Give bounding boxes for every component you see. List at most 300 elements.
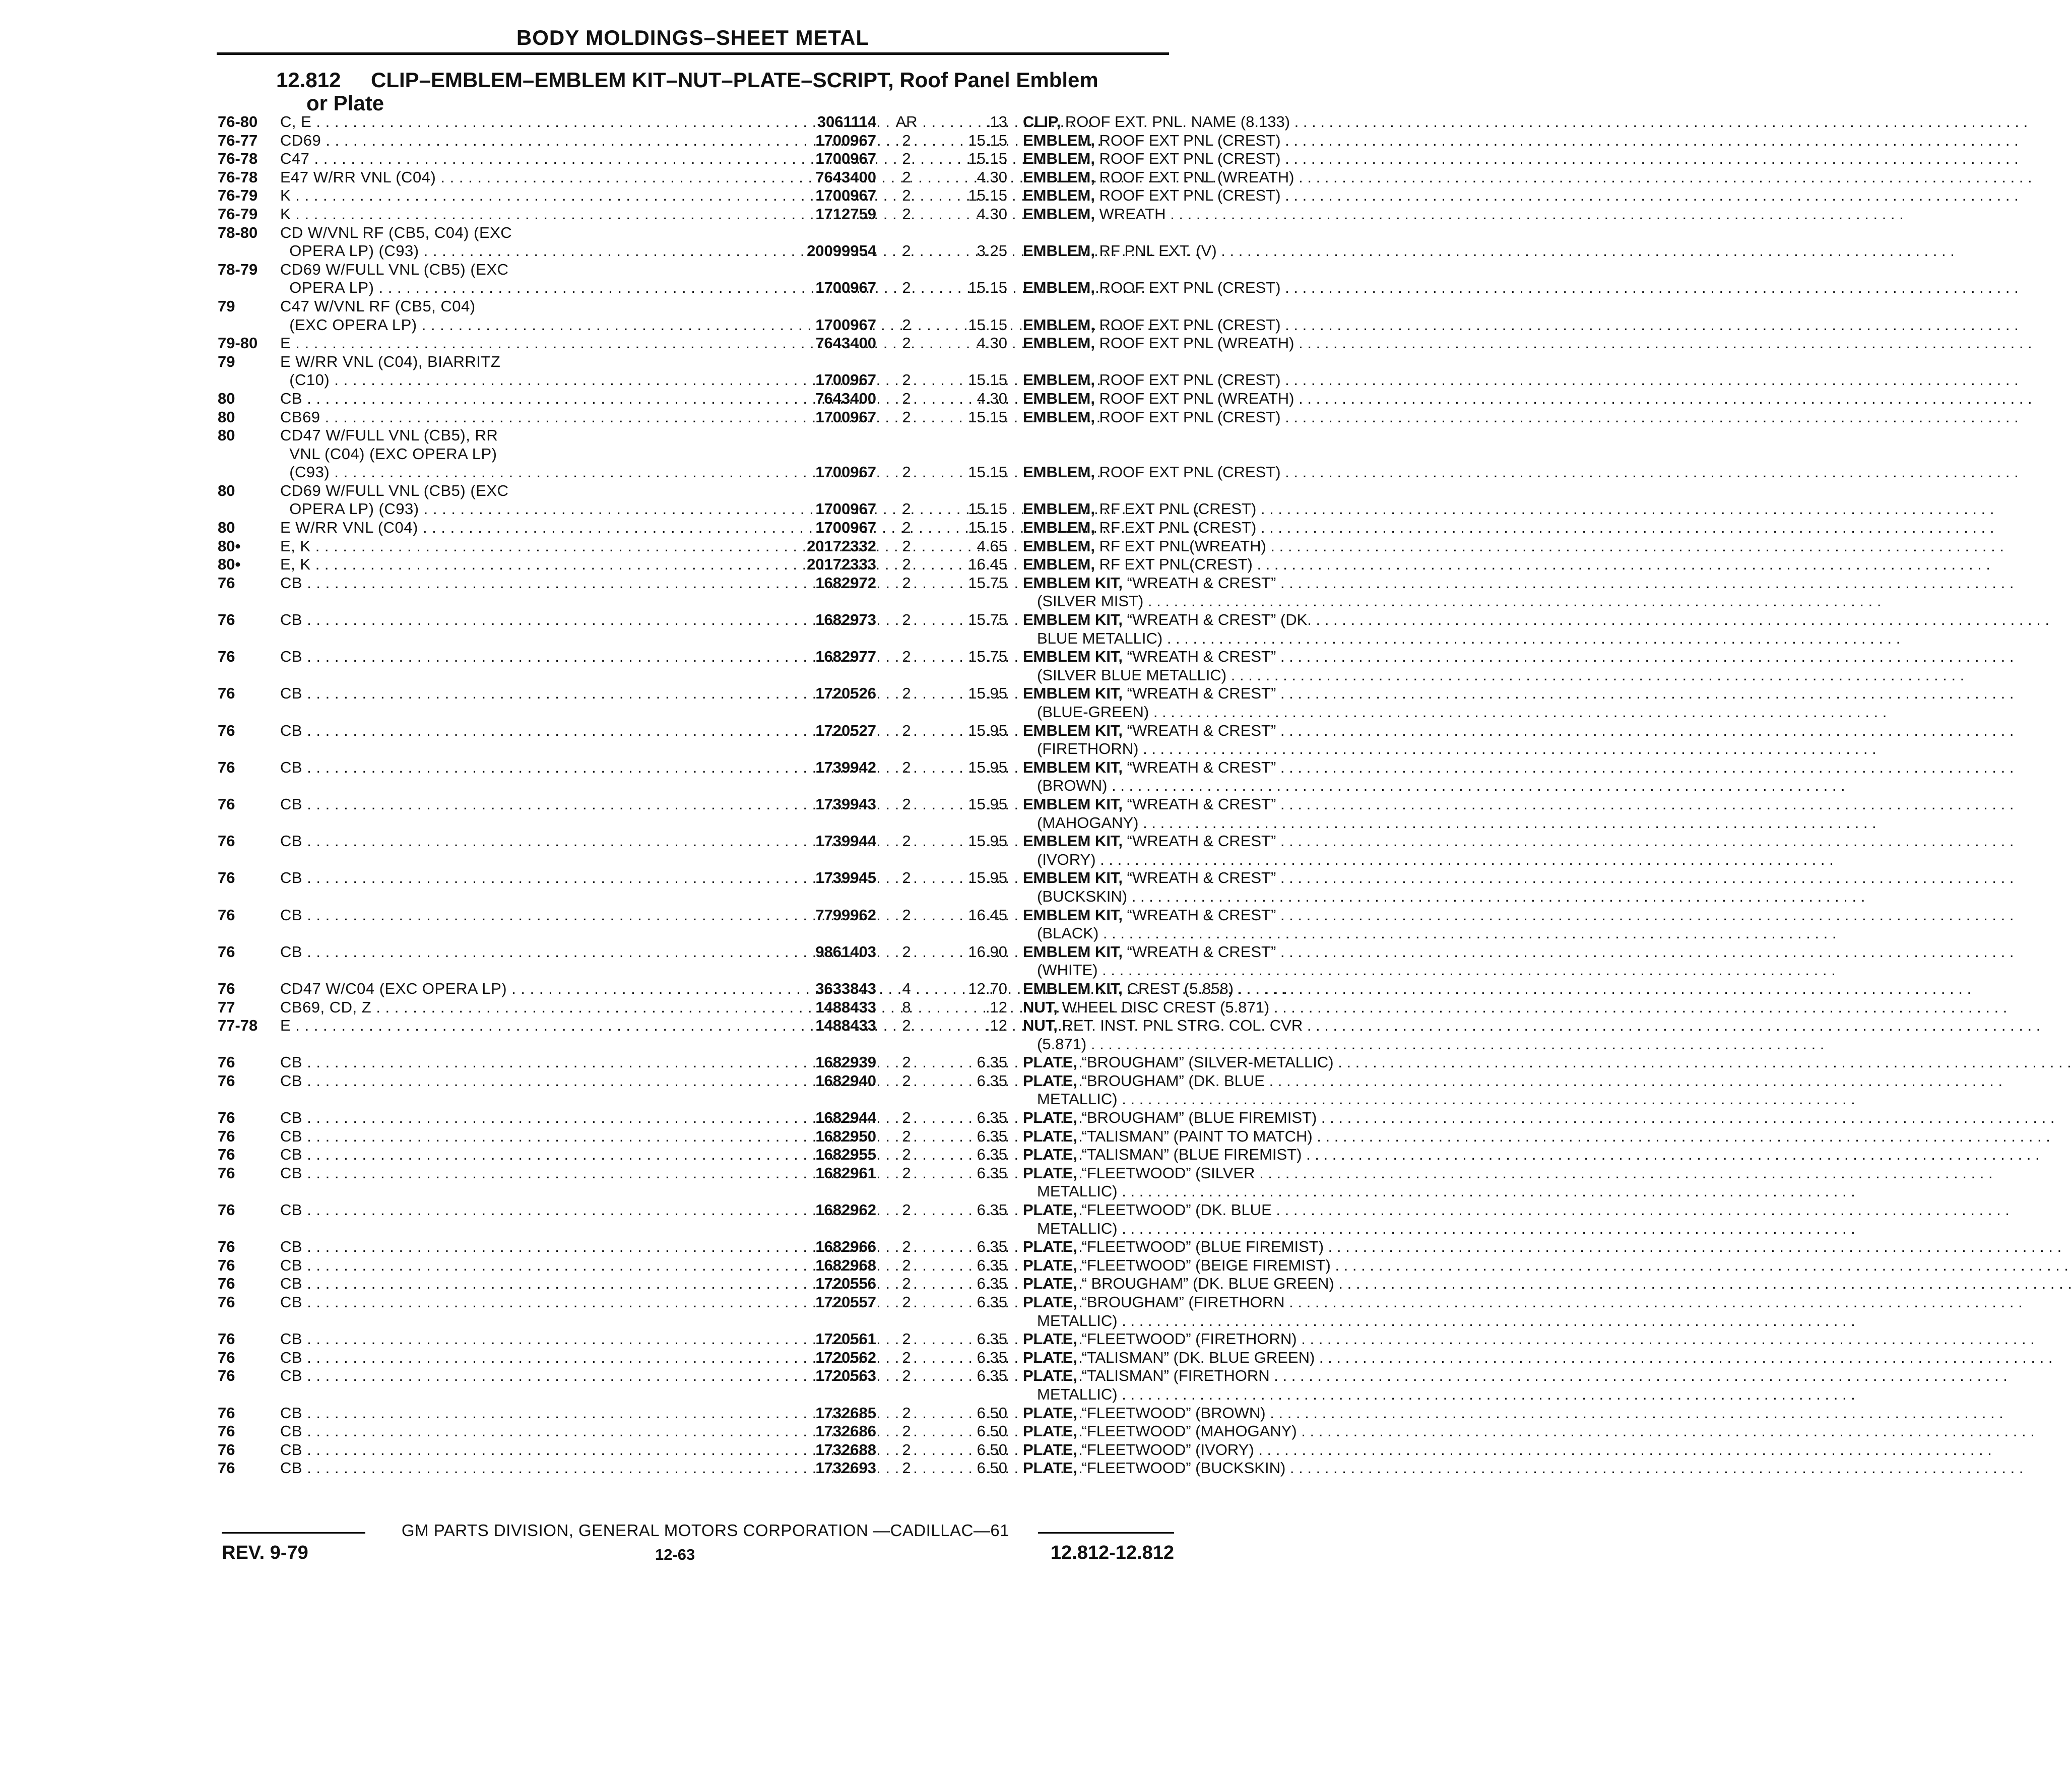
part-description [1023, 316, 1396, 335]
body-style [280, 684, 764, 703]
model-year: 76-79 [218, 186, 258, 205]
page-title: BODY MOLDINGS–SHEET METAL [516, 26, 870, 49]
dot-leader [280, 205, 758, 224]
body-style-text: K [280, 186, 291, 205]
part-name: PLATE, [1023, 1422, 1077, 1440]
part-number: 1488433 [815, 1017, 876, 1035]
dot-leader [1023, 408, 1396, 427]
part-detail: “WREATH & CREST” [1123, 795, 1276, 813]
table-row [218, 186, 1281, 205]
price: 15.15 [968, 150, 1007, 168]
part-description [1023, 1422, 1396, 1441]
dot-leader [1023, 740, 1410, 758]
part-description [1023, 1330, 1396, 1349]
table-row [218, 1367, 1270, 1404]
dot-leader [280, 684, 758, 703]
part-number: 1700967 [815, 371, 876, 389]
part-description [1023, 832, 1396, 851]
part-number: 1720561 [815, 1330, 876, 1348]
part-detail: ROOF EXT PNL (WREATH) [1094, 389, 1294, 407]
price: 4.30 [977, 205, 1007, 223]
part-number: 3061114 [817, 113, 876, 131]
part-name: NUT, [1023, 1017, 1058, 1035]
dot-leader [1023, 722, 1396, 740]
dot-leader [1023, 758, 1396, 777]
body-style-text: CB [280, 1201, 303, 1219]
quantity: 2 [902, 1422, 911, 1440]
price: 15.15 [968, 279, 1007, 297]
part-description [1023, 371, 1396, 390]
body-style-text: CB [280, 389, 303, 407]
dot-leader [1023, 1459, 1396, 1478]
body-style [280, 1293, 764, 1312]
dot-leader [280, 1404, 758, 1423]
body-style [280, 168, 764, 187]
body-style-text: CB [280, 574, 303, 592]
part-detail: “BROUGHAM” (BLUE FIREMIST) [1077, 1109, 1317, 1127]
table-row [218, 113, 1290, 132]
quantity: 2 [902, 555, 911, 574]
table-row [218, 684, 1276, 721]
part-detail: (5.871) [1037, 1035, 1087, 1053]
part-detail: ROOF EXT. PNL. NAME (8.133) [1061, 113, 1290, 131]
part-name: PLATE, [1023, 1275, 1077, 1293]
part-description [1023, 795, 1396, 814]
table-row [218, 869, 1276, 906]
model-year: 76 [218, 832, 235, 850]
model-year: 76 [218, 1164, 235, 1182]
body-style [280, 186, 764, 205]
quantity: 2 [902, 500, 911, 518]
part-description [1023, 408, 1396, 427]
part-number: 1700967 [815, 315, 876, 334]
price: 15.15 [968, 131, 1007, 149]
body-style-text: CB [280, 906, 303, 924]
group-range: 12.812-12.812 [1050, 1542, 1174, 1563]
body-style [280, 1330, 764, 1349]
price: 6.50 [977, 1404, 1007, 1422]
part-number: 1682977 [815, 648, 876, 666]
body-style-text: CB [280, 684, 303, 703]
revision-label: REV. 9-79 [222, 1542, 308, 1563]
part-name: PLATE, [1023, 1071, 1077, 1090]
part-detail: ROOF EXT PNL (WREATH) [1094, 168, 1294, 186]
part-name: EMBLEM KIT, [1023, 648, 1123, 666]
dot-leader [1023, 980, 1396, 998]
quantity: 2 [902, 1164, 911, 1182]
dot-leader [280, 943, 758, 962]
dot-leader [1023, 924, 1410, 943]
quantity: 2 [902, 168, 911, 186]
part-detail: METALLIC) [1037, 1182, 1118, 1200]
body-style [280, 869, 764, 888]
price: 4.30 [977, 389, 1007, 407]
body-style [280, 648, 764, 666]
table-row [218, 998, 1270, 1017]
dot-leader [1023, 316, 1396, 335]
model-year: 76 [218, 942, 235, 961]
quantity: 2 [902, 150, 911, 168]
price: .12 [985, 998, 1007, 1016]
part-description [1023, 1256, 1396, 1275]
part-description [1023, 703, 1396, 722]
model-year: 76 [218, 1404, 235, 1422]
model-year: 76 [218, 906, 235, 924]
price: 6.35 [977, 1367, 1007, 1385]
price: 6.35 [977, 1146, 1007, 1164]
quantity: 2 [902, 1293, 911, 1311]
price: 6.35 [977, 1164, 1007, 1182]
body-style [280, 1256, 764, 1275]
part-name: PLATE, [1023, 1367, 1077, 1385]
quantity: 2 [902, 942, 911, 961]
price: 6.35 [977, 1238, 1007, 1256]
dot-leader [280, 1441, 758, 1460]
body-style-text: C, E [280, 113, 312, 131]
body-style [280, 1072, 764, 1091]
body-style [280, 1422, 764, 1441]
body-style-text: CD47 W/C04 (EXC OPERA LP) [280, 979, 507, 997]
dot-leader [1023, 132, 1396, 150]
part-detail: “WREATH & CREST” [1123, 906, 1276, 924]
dot-leader [280, 1053, 758, 1072]
part-name: PLATE, [1023, 1053, 1077, 1071]
part-number: 1720563 [815, 1367, 876, 1385]
dot-leader [1023, 832, 1396, 851]
part-description [1023, 500, 1396, 519]
part-name: PLATE, [1023, 1164, 1077, 1182]
dot-leader [280, 113, 758, 132]
model-year: 76 [218, 1422, 235, 1440]
quantity: 2 [902, 648, 911, 666]
model-year: 76 [218, 758, 235, 776]
part-detail: “WREATH & CREST” [1123, 832, 1276, 850]
part-detail: RF PNL EXT. (V) [1094, 242, 1217, 260]
table-row [218, 1201, 1272, 1238]
part-number: 1720527 [815, 721, 876, 739]
quantity: 2 [902, 1146, 911, 1164]
part-detail: “WREATH & CREST” [1123, 684, 1276, 703]
part-name: EMBLEM KIT, [1023, 942, 1123, 961]
body-style [280, 224, 764, 242]
dot-leader [1023, 906, 1396, 925]
body-style [280, 132, 764, 150]
part-detail: “TALISMAN” (FIRETHORN [1077, 1367, 1270, 1385]
price: 6.35 [977, 1293, 1007, 1311]
part-detail: “WREATH & CREST” [1123, 758, 1276, 776]
part-description [1023, 1017, 1396, 1035]
body-style [280, 795, 764, 814]
quantity: AR [895, 113, 918, 131]
part-detail: (BLACK) [1037, 924, 1099, 942]
quantity: 2 [902, 1053, 911, 1071]
body-style-text: CD W/VNL RF (CB5, C04) (EXC [280, 223, 512, 241]
part-description [1023, 851, 1396, 869]
body-style [280, 574, 764, 593]
part-detail: RET. INST. PNL STRG. COL. CVR [1057, 1017, 1303, 1035]
quantity: 2 [902, 611, 911, 629]
dot-leader [280, 500, 758, 519]
model-year: 76-78 [218, 150, 258, 168]
part-description [1023, 1404, 1396, 1423]
dot-leader [1023, 1422, 1396, 1441]
price: 15.15 [968, 463, 1007, 481]
quantity: 2 [902, 1071, 911, 1090]
part-name: PLATE, [1023, 1256, 1077, 1274]
body-style-text: CD69 [280, 131, 321, 149]
body-style-text: E W/RR VNL (C04), BIARRITZ [280, 352, 501, 370]
body-style-text: CB [280, 832, 303, 850]
dot-leader [1023, 555, 1396, 574]
body-style [280, 242, 764, 261]
dot-leader [1023, 851, 1410, 869]
part-name: EMBLEM KIT, [1023, 611, 1123, 629]
dot-leader [280, 1109, 758, 1127]
part-detail: “BROUGHAM” (DK. BLUE [1077, 1071, 1265, 1090]
part-number: 1682972 [815, 574, 876, 592]
dot-leader [1023, 205, 1396, 224]
part-detail: WHEEL DISC CREST (5.871) [1057, 998, 1270, 1016]
part-number: 1682940 [815, 1071, 876, 1090]
quantity: 2 [902, 758, 911, 776]
section-subtitle: or Plate [306, 91, 384, 115]
table-row [218, 1348, 1315, 1367]
part-name: EMBLEM KIT, [1023, 684, 1123, 703]
model-year: 76 [218, 1238, 235, 1256]
table-row [218, 223, 1217, 261]
price: 4.30 [977, 334, 1007, 352]
quantity: 2 [902, 1127, 911, 1145]
part-name: PLATE, [1023, 1238, 1077, 1256]
model-year: 76 [218, 795, 235, 813]
dot-leader [280, 1164, 758, 1183]
part-detail: (SILVER BLUE METALLIC) [1037, 666, 1227, 684]
part-detail: “FLEETWOOD” (BEIGE FIREMIST) [1077, 1256, 1331, 1274]
body-style [280, 537, 764, 556]
dot-leader [280, 832, 758, 851]
dot-leader [1023, 1404, 1396, 1423]
part-detail: METALLIC) [1037, 1219, 1118, 1237]
body-style [280, 1238, 764, 1256]
dot-leader [1023, 519, 1396, 537]
body-style-text: CB [280, 1293, 303, 1311]
body-style-text: CB [280, 1422, 303, 1440]
dot-leader [1023, 1385, 1410, 1404]
part-number: 1732685 [815, 1404, 876, 1422]
dot-leader [1023, 611, 1396, 629]
part-description [1023, 463, 1396, 482]
part-name: EMBLEM KIT, [1023, 721, 1123, 739]
part-detail: “WREATH & CREST” (DK. [1123, 611, 1312, 629]
body-style-text: CB [280, 1164, 303, 1182]
dot-leader [280, 648, 758, 666]
quantity: 2 [902, 186, 911, 205]
table-row [218, 1164, 1255, 1201]
part-description [1023, 1182, 1396, 1201]
part-name: EMBLEM KIT, [1023, 574, 1123, 592]
model-year: 80• [218, 537, 241, 555]
part-name: EMBLEM, [1023, 519, 1095, 537]
part-description [1023, 777, 1396, 795]
part-number: 20172333 [807, 555, 876, 574]
parts-table [218, 113, 1334, 1478]
quantity: 2 [902, 795, 911, 813]
footer-corporation: GM PARTS DIVISION, GENERAL MOTORS CORPORATION —CADILLAC—61 [401, 1521, 1010, 1540]
dot-leader [280, 795, 758, 814]
part-name: EMBLEM, [1023, 371, 1095, 389]
table-row [218, 1275, 1334, 1293]
dot-leader [1023, 998, 1396, 1017]
dot-leader [280, 869, 758, 888]
dot-leader [280, 1275, 758, 1293]
part-number: 1682968 [815, 1256, 876, 1274]
quantity: 2 [902, 574, 911, 592]
table-row [218, 906, 1276, 943]
body-style-text: CB [280, 1146, 303, 1164]
part-detail: “FLEETWOOD” (BROWN) [1077, 1404, 1266, 1422]
dot-leader [280, 279, 758, 297]
part-name: EMBLEM, [1023, 463, 1095, 481]
dot-leader [1023, 463, 1396, 482]
body-style [280, 408, 764, 427]
body-style-text: OPERA LP) [280, 279, 374, 297]
part-description [1023, 1367, 1396, 1385]
model-year: 80 [218, 519, 235, 537]
part-name: PLATE, [1023, 1440, 1077, 1459]
model-year: 76-77 [218, 131, 258, 149]
part-detail: “FLEETWOOD” (FIRETHORN) [1077, 1330, 1297, 1348]
part-detail: “TALISMAN” (PAINT TO MATCH) [1077, 1127, 1313, 1145]
table-row [218, 1256, 1331, 1275]
part-description [1023, 611, 1396, 629]
dot-leader [1023, 814, 1410, 833]
dot-leader [1023, 390, 1396, 408]
body-style [280, 1275, 764, 1293]
part-detail: (WHITE) [1037, 961, 1098, 979]
table-row [218, 260, 1281, 297]
part-description [1023, 132, 1396, 150]
part-description [1023, 629, 1396, 648]
body-style-text: CD69 W/FULL VNL (CB5) (EXC [280, 481, 509, 499]
quantity: 2 [902, 1459, 911, 1477]
model-year: 76 [218, 1440, 235, 1459]
quantity: 2 [902, 1330, 911, 1348]
dot-leader [1023, 795, 1396, 814]
part-detail: RF EXT PNL (CREST) [1094, 500, 1257, 518]
dot-leader [1023, 943, 1396, 962]
part-description [1023, 186, 1396, 205]
model-year: 76 [218, 1071, 235, 1090]
part-description [1023, 980, 1396, 998]
body-style-text: CB [280, 758, 303, 776]
dot-leader [1023, 1330, 1396, 1349]
part-detail: (BUCKSKIN) [1037, 887, 1128, 905]
dot-leader [1023, 629, 1410, 648]
part-description [1023, 1459, 1396, 1478]
part-description [1023, 758, 1396, 777]
body-style-text: CB [280, 1275, 303, 1293]
part-number: 1700967 [815, 131, 876, 149]
body-style [280, 500, 764, 519]
part-description [1023, 814, 1396, 833]
part-detail: CREST (5.858) [1123, 979, 1234, 997]
part-name: EMBLEM, [1023, 279, 1095, 297]
part-description [1023, 1146, 1396, 1164]
dot-leader [280, 519, 758, 537]
dot-leader [280, 186, 758, 205]
body-style-text: E, K [280, 537, 311, 555]
part-description [1023, 943, 1396, 962]
part-name: EMBLEM, [1023, 389, 1095, 407]
part-name: PLATE, [1023, 1459, 1077, 1477]
body-style-text: CB [280, 721, 303, 739]
quantity: 2 [902, 1275, 911, 1293]
dot-leader [280, 555, 758, 574]
part-detail: ROOF EXT PNL (WREATH) [1094, 334, 1294, 352]
quantity: 2 [902, 315, 911, 334]
table-row [218, 352, 1281, 390]
body-style-text: (C93) [280, 463, 330, 481]
part-number: 1682962 [815, 1201, 876, 1219]
quantity: 4 [902, 979, 911, 997]
page-footer [222, 1521, 1174, 1565]
dot-leader [1023, 961, 1410, 980]
quantity: 2 [902, 1348, 911, 1366]
part-detail: ROOF EXT PNL (CREST) [1094, 150, 1281, 168]
part-detail: “FLEETWOOD” (MAHOGANY) [1077, 1422, 1297, 1440]
body-style-text: CB [280, 648, 303, 666]
dot-leader [1023, 1017, 1396, 1035]
dot-leader [1023, 869, 1396, 888]
quantity: 2 [902, 1367, 911, 1385]
price: 15.75 [968, 574, 1007, 592]
dot-leader [1023, 168, 1396, 187]
part-number: 1700967 [815, 279, 876, 297]
quantity: 2 [902, 1256, 911, 1274]
part-number: 1712759 [815, 205, 876, 223]
dot-leader [1023, 1201, 1396, 1220]
dot-leader [1023, 777, 1410, 795]
price: 6.50 [977, 1459, 1007, 1477]
body-style [280, 1459, 764, 1478]
price: 15.95 [968, 832, 1007, 850]
body-style [280, 1349, 764, 1367]
model-year: 77-78 [218, 1017, 258, 1035]
part-name: EMBLEM KIT, [1023, 832, 1123, 850]
dot-leader [1023, 113, 1396, 132]
model-year: 78-79 [218, 260, 258, 278]
price: 6.35 [977, 1053, 1007, 1071]
price: 15.15 [968, 186, 1007, 205]
quantity: 2 [902, 832, 911, 850]
part-description [1023, 1090, 1396, 1109]
part-name: PLATE, [1023, 1146, 1077, 1164]
part-detail: “WREATH & CREST” [1123, 574, 1276, 592]
part-description [1023, 205, 1396, 224]
table-row [218, 1071, 1265, 1109]
table-row [218, 795, 1276, 832]
part-detail: ROOF EXT PNL (CREST) [1094, 279, 1281, 297]
model-year: 76 [218, 721, 235, 739]
body-style [280, 334, 764, 353]
dot-leader [1023, 1053, 1396, 1072]
part-number: 1682944 [815, 1109, 876, 1127]
part-detail: “WREATH & CREST” [1123, 721, 1276, 739]
part-detail: RF EXT PNL(CREST) [1094, 555, 1253, 574]
dot-leader [1023, 592, 1410, 611]
part-description [1023, 519, 1396, 537]
price: 6.50 [977, 1440, 1007, 1459]
